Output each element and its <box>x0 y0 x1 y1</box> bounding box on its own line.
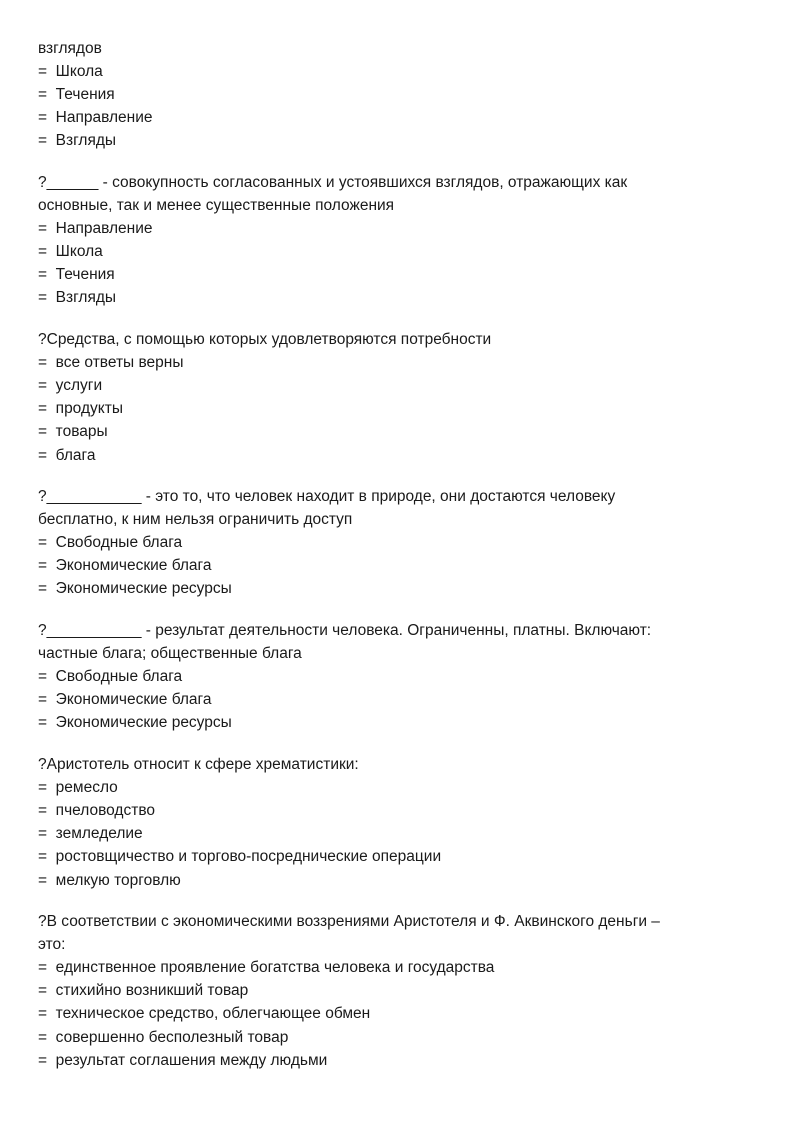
option-text: техническое средство, облегчающее обмен <box>55 1005 371 1023</box>
question-text: ?______ - совокупность согласованных и устоявшихся взглядов, отражающих как <box>38 173 628 191</box>
option-text: товары <box>55 423 108 441</box>
answer-option <box>38 351 762 374</box>
option-text: Направление <box>55 220 153 238</box>
option-marker: = <box>38 86 56 104</box>
option-text: пчеловодство <box>55 802 155 820</box>
block-gap <box>38 735 762 754</box>
option-marker: = <box>38 1051 56 1069</box>
option-marker: = <box>38 534 56 552</box>
question-block <box>38 753 762 892</box>
option-text: услуги <box>55 377 103 395</box>
option-marker: = <box>38 691 56 709</box>
block-gap <box>38 892 762 911</box>
answer-option <box>38 286 762 309</box>
option-text: Взгляды <box>55 132 117 150</box>
answer-option <box>38 60 762 83</box>
option-marker: = <box>38 959 56 977</box>
question-text: бесплатно, к ним нельзя ограничить доступ <box>38 511 353 529</box>
option-text: все ответы верны <box>55 354 184 372</box>
question-text: ?Средства, с помощью которых удовлетворяются потребности <box>38 331 492 349</box>
option-marker: = <box>38 871 56 889</box>
option-text: блага <box>55 446 96 464</box>
question-text: ?Аристотель относит к сфере хрематистики: <box>38 756 359 774</box>
option-text: Экономические блага <box>55 691 212 709</box>
option-marker: = <box>38 220 56 238</box>
option-marker: = <box>38 580 56 598</box>
option-text: Свободные блага <box>55 534 183 552</box>
option-marker: = <box>38 802 56 820</box>
option-marker: = <box>38 557 56 575</box>
question-block <box>38 910 762 1072</box>
answer-option <box>38 263 762 286</box>
answer-option <box>38 531 762 554</box>
option-text: Взгляды <box>55 289 117 307</box>
answer-option <box>38 106 762 129</box>
answer-option <box>38 688 762 711</box>
block-gap <box>38 310 762 329</box>
option-text: Течения <box>55 86 115 104</box>
answer-option <box>38 577 762 600</box>
answer-option <box>38 776 762 799</box>
answer-option <box>38 217 762 240</box>
option-marker: = <box>38 63 56 81</box>
option-text: мелкую торговлю <box>55 871 181 889</box>
question-block <box>38 619 762 734</box>
option-marker: = <box>38 848 56 866</box>
question-text: ?В соответствии с экономическими воззрениями Аристотеля и Ф. Аквинского деньги – <box>38 913 660 931</box>
option-marker: = <box>38 423 56 441</box>
question-text: это: <box>38 936 66 954</box>
question-text: ?___________ - результат деятельности человека. Ограниченны, платны. Включают: <box>38 622 652 640</box>
option-text: Направление <box>55 109 153 127</box>
question-block <box>38 37 762 152</box>
answer-option <box>38 711 762 734</box>
option-text: Экономические ресурсы <box>55 580 232 598</box>
question-block <box>38 171 762 310</box>
option-marker: = <box>38 354 56 372</box>
answer-option <box>38 979 762 1002</box>
option-marker: = <box>38 109 56 127</box>
answer-option <box>38 845 762 868</box>
document-page <box>38 37 762 1072</box>
question-text: взглядов <box>38 40 102 57</box>
answer-option <box>38 240 762 263</box>
option-text: Свободные блага <box>55 668 183 686</box>
option-text: стихийно возникший товар <box>55 982 249 1000</box>
answer-option <box>38 374 762 397</box>
question-text: основные, так и менее существенные положения <box>38 197 395 215</box>
block-gap <box>38 152 762 171</box>
option-marker: = <box>38 289 56 307</box>
option-text: Школа <box>55 63 103 81</box>
option-text: продукты <box>55 400 123 418</box>
option-text: Экономические блага <box>55 557 212 575</box>
question-block <box>38 485 762 600</box>
option-marker: = <box>38 266 56 284</box>
answer-option <box>38 822 762 845</box>
option-marker: = <box>38 668 56 686</box>
answer-option <box>38 444 762 467</box>
answer-option <box>38 665 762 688</box>
answer-option <box>38 83 762 106</box>
question-text: ?___________ - это то, что человек находит в природе, они достаются человеку <box>38 488 616 506</box>
option-marker: = <box>38 132 56 150</box>
block-gap <box>38 467 762 486</box>
answer-option <box>38 869 762 892</box>
option-text: результат соглашения между людьми <box>55 1051 328 1069</box>
option-text: единственное проявление богатства человека и государства <box>55 959 495 977</box>
option-marker: = <box>38 1005 56 1023</box>
option-marker: = <box>38 982 56 1000</box>
option-text: земледелие <box>55 825 143 843</box>
question-block <box>38 328 762 467</box>
answer-option <box>38 1049 762 1072</box>
option-marker: = <box>38 779 56 797</box>
option-text: совершенно бесполезный товар <box>55 1028 289 1046</box>
option-text: ремесло <box>55 779 118 797</box>
answer-option <box>38 956 762 979</box>
option-marker: = <box>38 377 56 395</box>
answer-option <box>38 1002 762 1025</box>
answer-option <box>38 1026 762 1049</box>
option-marker: = <box>38 714 56 732</box>
option-text: Школа <box>55 243 103 261</box>
question-text: частные блага; общественные блага <box>38 645 302 663</box>
option-text: Экономические ресурсы <box>55 714 232 732</box>
option-text: ростовщичество и торгово-посреднические операции <box>55 848 442 866</box>
option-marker: = <box>38 243 56 261</box>
option-marker: = <box>38 400 56 418</box>
answer-option <box>38 799 762 822</box>
block-gap <box>38 601 762 620</box>
answer-option <box>38 554 762 577</box>
option-marker: = <box>38 446 56 464</box>
option-marker: = <box>38 825 56 843</box>
answer-option <box>38 397 762 420</box>
answer-option <box>38 129 762 152</box>
option-marker: = <box>38 1028 56 1046</box>
option-text: Течения <box>55 266 115 284</box>
answer-option <box>38 420 762 443</box>
